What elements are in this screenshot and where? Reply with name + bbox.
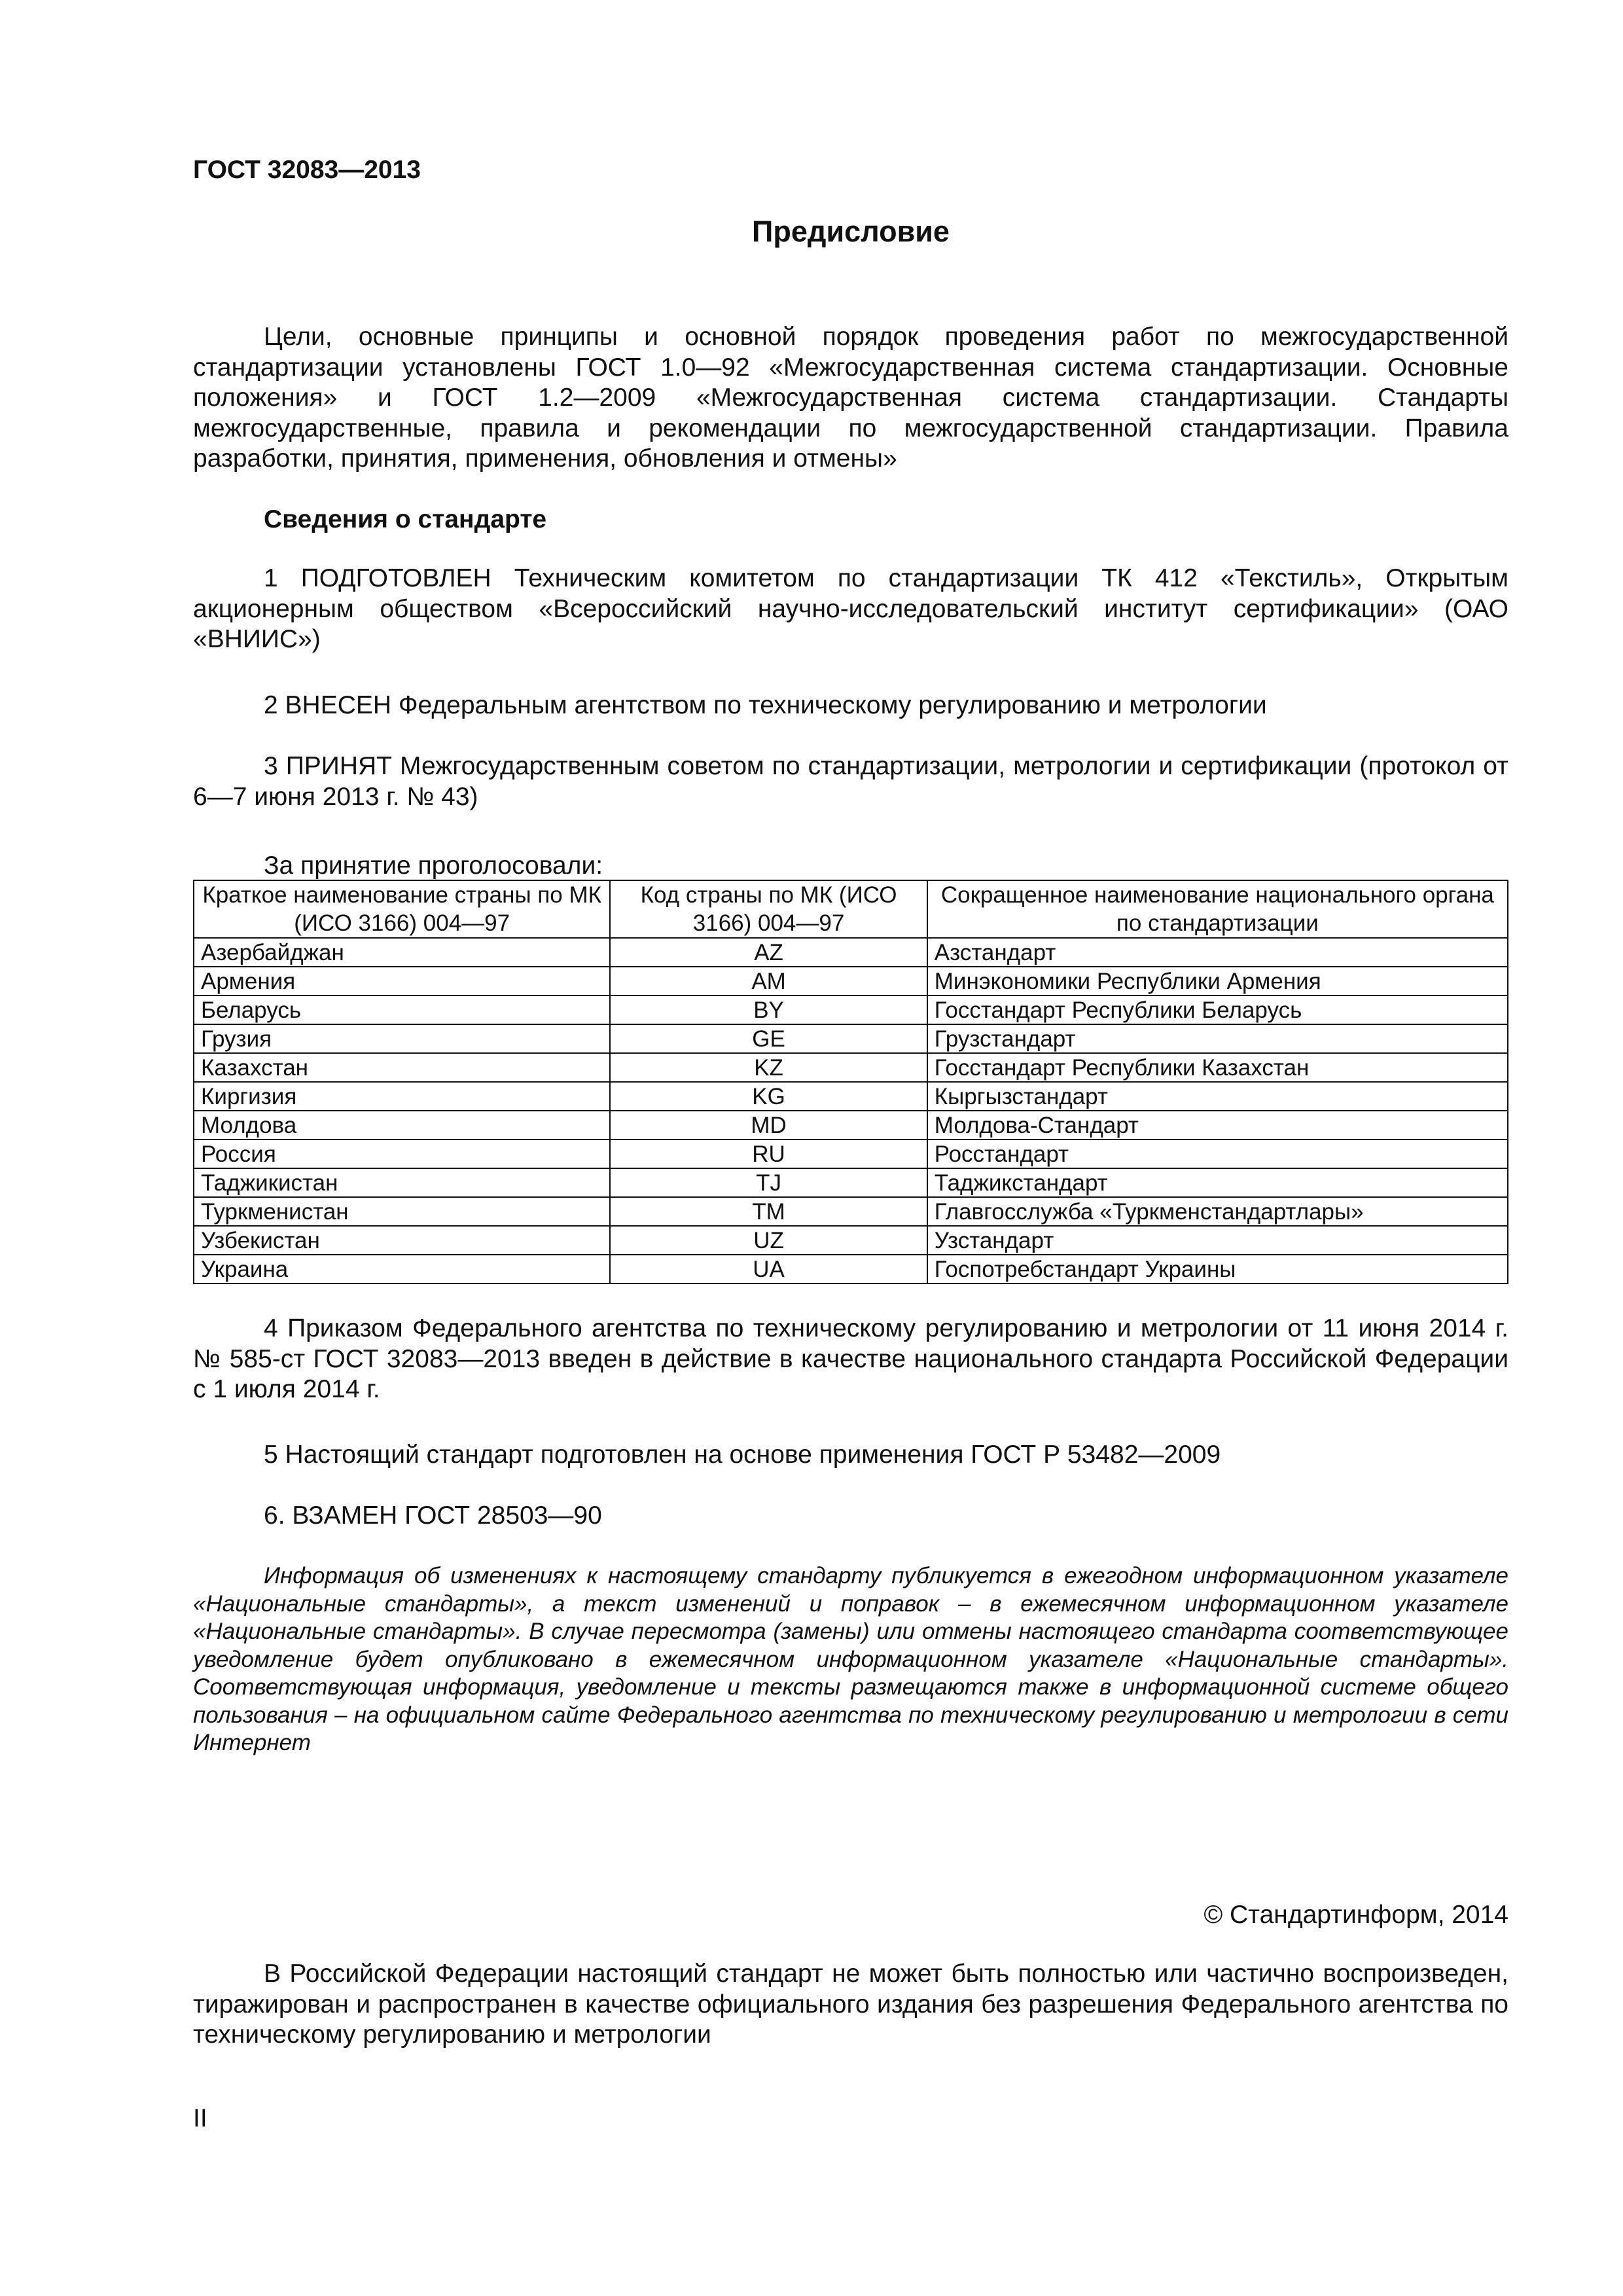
column-header-body: Сокращенное наименование национального органа по стандартизации <box>927 880 1508 938</box>
notice-paragraph: Информация об изменениях к настоящему стандарту публикуется в ежегодном информационном указателе «Национальные стандарты», а текст изменений и поправок – в ежемесячном информационном указателе «Национальные стандарты». В случае пересмотра (замены) или отмены настоящего стандарта соответствующее уведомление будет опубликовано в ежемесячном информационном указателе «Национальные стандарты». Соответствующая информация, уведомление и тексты размещаются также в информационной системе общего пользования – на официальном сайте Федерального агентства по техническому регулированию и метрологии в сети Интернет <box>193 1563 1508 1755</box>
body-cell: Госстандарт Республики Казахстан <box>927 1053 1508 1082</box>
body-cell: Госстандарт Республики Беларусь <box>927 996 1508 1024</box>
item-2-paragraph: 2 ВНЕСЕН Федеральным агентством по техническому регулированию и метрологии <box>264 691 1267 719</box>
country-cell: Армения <box>194 967 610 996</box>
country-cell: Казахстан <box>194 1053 610 1082</box>
table-row <box>194 967 1508 996</box>
body-cell: Главгосслужба «Туркменстандартлары» <box>927 1197 1508 1226</box>
code-cell: RU <box>610 1139 927 1168</box>
code-cell: TJ <box>610 1168 927 1197</box>
country-cell: Таджикистан <box>194 1168 610 1197</box>
code-cell: MD <box>610 1111 927 1139</box>
body-cell: Молдова-Стандарт <box>927 1111 1508 1139</box>
body-cell: Кыргызстандарт <box>927 1082 1508 1111</box>
code-cell: TM <box>610 1197 927 1226</box>
document-code: ГОСТ 32083—2013 <box>193 156 421 184</box>
item-6-paragraph: 6. ВЗАМЕН ГОСТ 28503—90 <box>264 1501 602 1530</box>
country-cell: Туркменистан <box>194 1197 610 1226</box>
table-row <box>194 1226 1508 1255</box>
table-row <box>194 1024 1508 1053</box>
table-header-row <box>194 880 1508 938</box>
country-cell: Украина <box>194 1255 610 1283</box>
column-header-country: Краткое наименование страны по МК (ИСО 3166) 004—97 <box>194 880 610 938</box>
table-row <box>194 1111 1508 1139</box>
code-cell: UZ <box>610 1226 927 1255</box>
country-cell: Азербайджан <box>194 938 610 967</box>
country-cell: Грузия <box>194 1024 610 1053</box>
table-row <box>194 938 1508 967</box>
country-cell: Беларусь <box>194 996 610 1024</box>
table-row <box>194 1255 1508 1283</box>
country-cell: Узбекистан <box>194 1226 610 1255</box>
item-4-paragraph: 4 Приказом Федерального агентства по техническому регулированию и метрологии от 11 июня 2014 г. № 585-ст ГОСТ 32083—2013 введен в действие в качестве национального стандарта Российской Федерации с 1 июля 2014 г. <box>193 1314 1508 1403</box>
table-row <box>194 996 1508 1024</box>
table-row <box>194 1139 1508 1168</box>
copyright-line: © Стандартинформ, 2014 <box>1204 1901 1508 1929</box>
code-cell: UA <box>610 1255 927 1283</box>
page-title: Предисловие <box>752 215 950 248</box>
code-cell: GE <box>610 1024 927 1053</box>
code-cell: KZ <box>610 1053 927 1082</box>
code-cell: AZ <box>610 938 927 967</box>
table-row <box>194 1082 1508 1111</box>
body-cell: Грузстандарт <box>927 1024 1508 1053</box>
body-cell: Узстандарт <box>927 1226 1508 1255</box>
item-5-paragraph: 5 Настоящий стандарт подготовлен на основе применения ГОСТ Р 53482—2009 <box>264 1441 1221 1469</box>
table-row <box>194 1053 1508 1082</box>
body-cell: Таджикстандарт <box>927 1168 1508 1197</box>
intro-paragraph: Цели, основные принципы и основной порядок проведения работ по межгосударственной стандартизации установлены ГОСТ 1.0—92 «Межгосударственная система стандартизации. Основные положения» и ГОСТ 1.2—2009 «Межгосударственная система стандартизации. Стандарты межгосударственные, правила и рекомендации по межгосударственной стандартизации. Правила разработки, принятия, применения, обновления и отмены» <box>193 323 1508 473</box>
country-cell: Молдова <box>194 1111 610 1139</box>
code-cell: AM <box>610 967 927 996</box>
body-cell: Росстандарт <box>927 1139 1508 1168</box>
item-1-paragraph: 1 ПОДГОТОВЛЕН Техническим комитетом по стандартизации ТК 412 «Текстиль», Открытым акционерным обществом «Всероссийский научно-исследовательский институт сертификации» (ОАО «ВНИИС») <box>193 564 1508 653</box>
vote-label: За принятие проголосовали: <box>264 852 603 880</box>
column-header-code: Код страны по МК (ИСО 3166) 004—97 <box>610 880 927 938</box>
country-cell: Россия <box>194 1139 610 1168</box>
code-cell: BY <box>610 996 927 1024</box>
code-cell: KG <box>610 1082 927 1111</box>
section-heading: Сведения о стандарте <box>264 505 547 533</box>
table-row <box>194 1168 1508 1197</box>
item-3-paragraph: 3 ПРИНЯТ Межгосударственным советом по стандартизации, метрологии и сертификации (протокол от 6—7 июня 2013 г. № 43) <box>193 752 1508 811</box>
vote-table <box>193 880 1508 1284</box>
rights-paragraph: В Российской Федерации настоящий стандарт не может быть полностью или частично воспроизведен, тиражирован и распространен в качестве официального издания без разрешения Федерального агентства по техническому регулированию и метрологии <box>193 1960 1508 2049</box>
country-cell: Киргизия <box>194 1082 610 1111</box>
page-number: II <box>193 2104 207 2132</box>
body-cell: Минэкономики Республики Армения <box>927 967 1508 996</box>
body-cell: Азстандарт <box>927 938 1508 967</box>
table-row <box>194 1197 1508 1226</box>
body-cell: Госпотребстандарт Украины <box>927 1255 1508 1283</box>
